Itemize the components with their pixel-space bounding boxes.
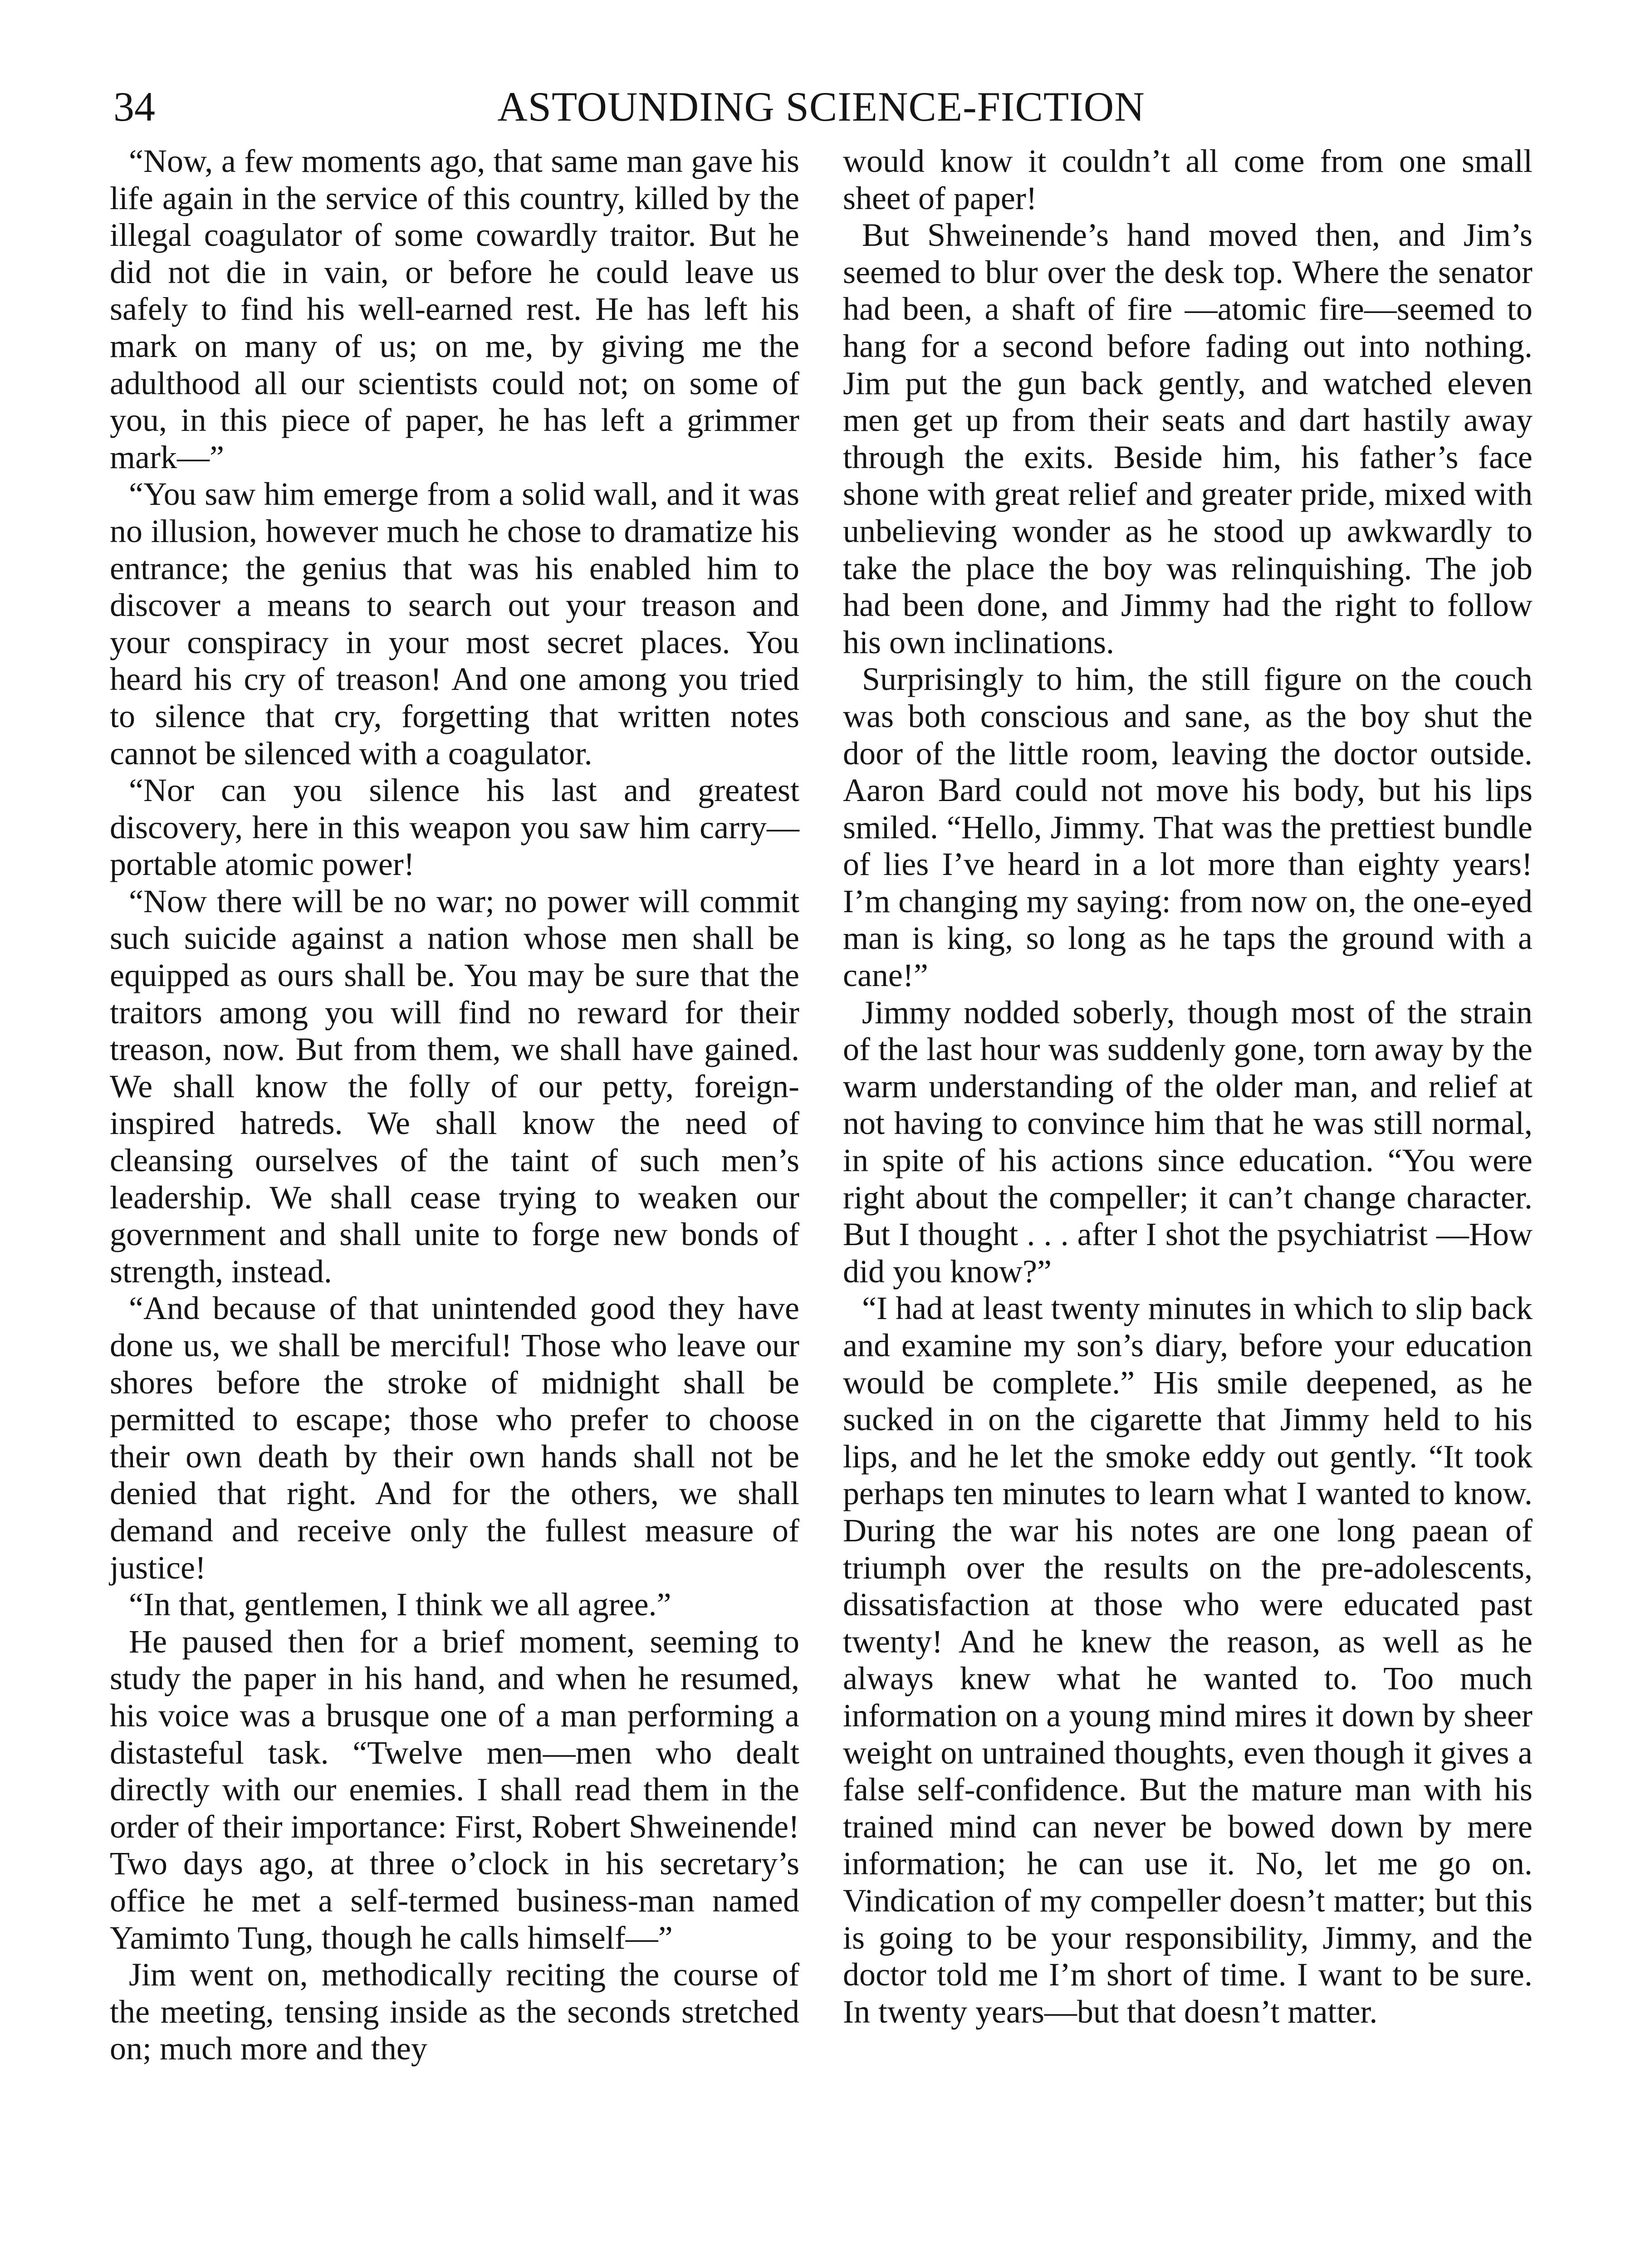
paragraph: “And because of that unintended good they have done us, we shall be merciful! Those who leave our shores before the stroke of midnight shall be permitted to escape; those who prefer to choose their own death by their own hands shall not be denied that right. And for the others, we shall demand and receive only the fullest measure of justice! — [110, 1290, 799, 1586]
paragraph: “You saw him emerge from a solid wall, and it was no illusion, however much he chose to dramatize his entrance; the genius that was his enabled him to discover a means to search out your treason and your conspiracy in your most secret places. You heard his cry of treason! And one among you tried to silence that cry, forgetting that written notes cannot be silenced with a coagulator. — [110, 476, 799, 772]
page-header — [113, 79, 1529, 134]
paragraph: “In that, gentlemen, I think we all agree.” — [129, 1586, 671, 1623]
left-column — [110, 143, 799, 2068]
paragraph: “Nor can you silence his last and greatest discovery, here in this weapon you saw him carry—portable atomic power! — [110, 772, 799, 883]
paragraph: But Shweinende’s hand moved then, and Jim’s seemed to blur over the desk top. Where the senator had been, a shaft of fire —atomic fire—seemed to hang for a second before fading out into nothing. Jim put the gun back gently, and watched eleven men get up from their seats and dart hastily away through the exits. Beside him, his father’s face shone with great relief and greater pride, mixed with unbelieving wonder as he stood up awkwardly to take the place the boy was relinquishing. The job had been done, and Jimmy had the right to follow his own inclinations. — [843, 217, 1532, 660]
running-head: ASTOUNDING SCIENCE-FICTION — [497, 83, 1145, 130]
paragraph: “Now there will be no war; no power will commit such suicide against a nation whose men shall be equipped as ours shall be. You may be sure that the traitors among you will find no reward for their treason, now. But from them, we shall have gained. We shall know the folly of our petty, foreign-inspired hatreds. We shall know the need of cleansing ourselves of the taint of such men’s leadership. We shall cease trying to weaken our government and shall unite to forge new bonds of strength, instead. — [110, 883, 799, 1290]
paragraph: Jim went on, methodically reciting the course of the meeting, tensing inside as the seconds stretched on; much more and they — [110, 1956, 799, 2067]
paragraph: Surprisingly to him, the still figure on the couch was both conscious and sane, as the boy shut the door of the little room, leaving the doctor outside. Aaron Bard could not move his body, but his lips smiled. “Hello, Jimmy. That was the prettiest bundle of lies I’ve heard in a lot more than eighty years! I’m changing my saying: from now on, the one-eyed man is king, so long as he taps the ground with a cane!” — [843, 661, 1532, 994]
page-number: 34 — [113, 83, 155, 130]
paragraph: “I had at least twenty minutes in which to slip back and examine my son’s diary, before your education would be complete.” His smile deepened, as he sucked in on the cigarette that Jimmy held to his lips, and he let the smoke eddy out gently. “It took perhaps ten minutes to learn what I wanted to know. During the war his notes are one long paean of triumph over the results on the pre-adolescents, dissatisfaction at those who were educated past twenty! And he knew the reason, as well as he always knew what he wanted to. Too much information on a young mind mires it down by sheer weight on untrained thoughts, even though it gives a false self-confidence. But the mature man with his trained mind can never be bowed down by mere information; he can use it. No, let me go on. Vindication of my compeller doesn’t matter; but this is going to be your responsibility, Jimmy, and the doctor told me I’m short of time. I want to be sure. In twenty years—but that doesn’t matter. — [843, 1290, 1532, 2030]
paragraph: would know it couldn’t all come from one small sheet of paper! — [843, 143, 1532, 216]
right-column — [843, 143, 1532, 2030]
paragraph: He paused then for a brief moment, seeming to study the paper in his hand, and when he resumed, his voice was a brusque one of a man performing a distasteful task. “Twelve men—men who dealt directly with our enemies. I shall read them in the order of their importance: First, Robert Shweinende! Two days ago, at three o’clock in his secretary’s office he met a self-termed business-man named Yamimto Tung, though he calls himself—” — [110, 1623, 799, 1956]
paragraph: Jimmy nodded soberly, though most of the strain of the last hour was suddenly gone, torn away by the warm understanding of the older man, and relief at not having to convince him that he was still normal, in spite of his actions since education. “You were right about the compeller; it can’t change character. But I thought . . . after I shot the psychiatrist —How did you know?” — [843, 994, 1532, 1290]
paragraph: “Now, a few moments ago, that same man gave his life again in the service of this country, killed by the illegal coagulator of some cowardly traitor. But he did not die in vain, or before he could leave us safely to find his well-earned rest. He has left his mark on many of us; on me, by giving me the adulthood all our scientists could not; on some of you, in this piece of paper, he has left a grimmer mark—” — [110, 143, 799, 475]
